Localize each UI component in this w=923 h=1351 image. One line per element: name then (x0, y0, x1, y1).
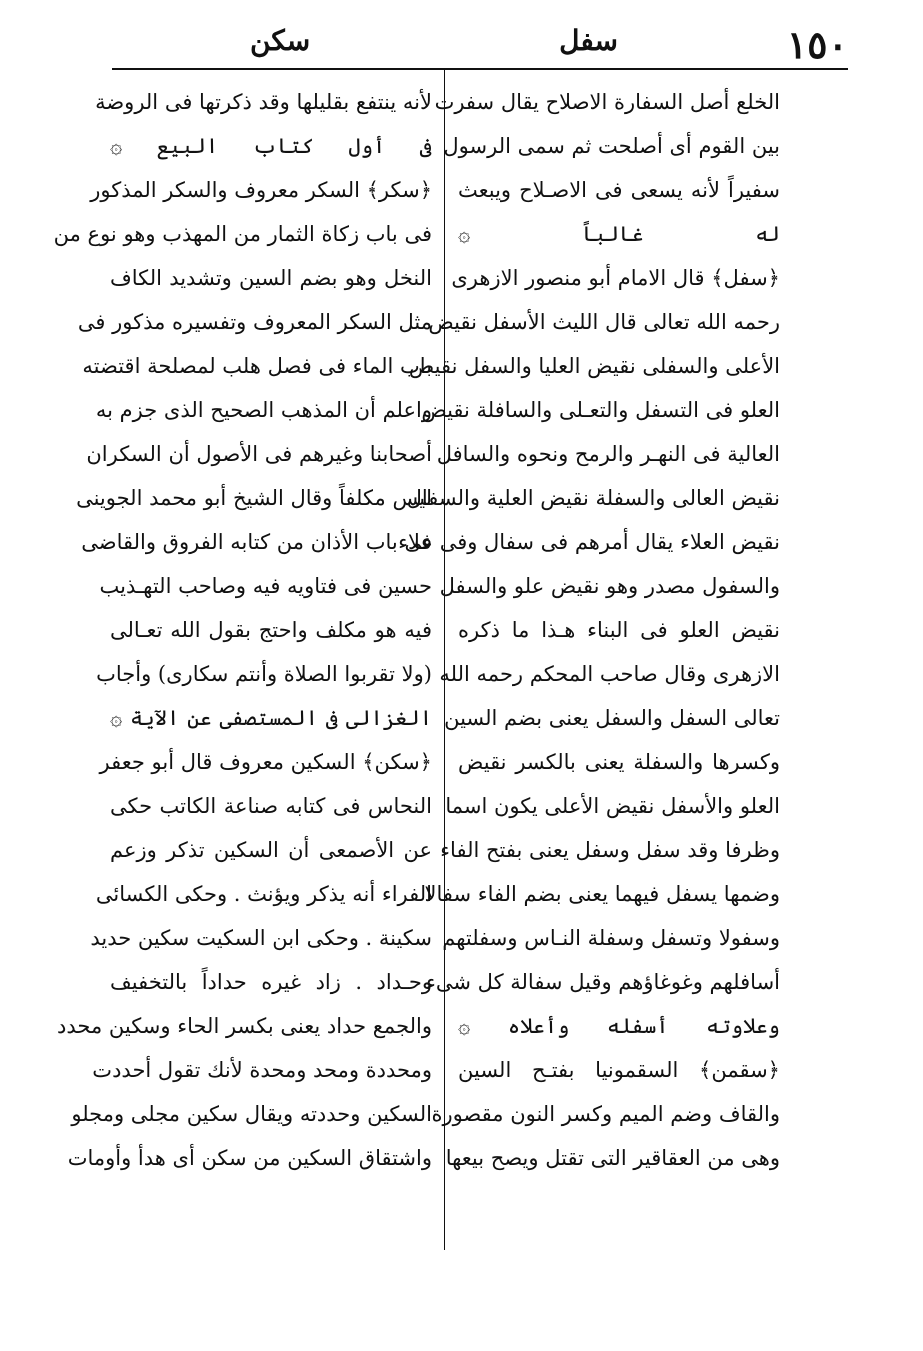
text-line: العالية فى النهـر والرمح ونحوه والسافل (436, 442, 780, 466)
left-column (53, 80, 432, 1180)
page-header (110, 22, 848, 70)
text-line: النخل وهو بضم السين وتشديد الكاف (110, 266, 432, 290)
text-line: نقيض العلاء يقال أمرهم فى سفال وفى علاء (398, 530, 780, 554)
text-line: فى أول كتاب البيع ۞ (110, 134, 432, 158)
text-line: وعلاوته أسفله وأعلاه ۞ (458, 1014, 780, 1038)
text-line: واشتقاق السكين من سكن أى هدأ وأومات (67, 1146, 432, 1170)
text-line: سفيراً لأنه يسعى فى الاصـلاح ويبعث (458, 178, 780, 202)
text-line: ليس مكلفاً وقال الشيخ أبو محمد الجوينى (76, 486, 432, 510)
text-line: له غالباً ۞ (458, 222, 780, 246)
running-head-right: سفل (559, 24, 618, 57)
text-line: الخلع أصل السفارة الاصلاح يقال سفرت (434, 90, 780, 114)
header-rule (112, 68, 848, 70)
running-head-left: سكن (250, 24, 311, 57)
text-line: النحاس فى كتابه صناعة الكاتب حكى (110, 794, 432, 818)
text-line: الغزالى فى المستصفى عن الآية ۞ (110, 706, 432, 730)
text-line: الأعلى والسفلى نقيض العليا والسفل نقيض (408, 354, 780, 378)
text-line: واعلم أن المذهب الصحيح الذى جزم به (95, 398, 432, 422)
text-line: العلو فى التسفل والتعـلى والسافلة نقيض (421, 398, 780, 422)
text-line: تعالى السفل والسفل يعنى بضم السين (444, 706, 780, 730)
text-line: أصحابنا وغيرهم فى الأصول أن السكران (86, 442, 432, 466)
text-line: الفراء أنه يذكر ويؤنث . وحكى الكسائى (95, 882, 432, 906)
text-line: وحـداد . زاد غيره حداداً بالتخفيف (110, 970, 432, 994)
text-line: (ولا تقربوا الصلاة وأنتم سكارى) وأجاب (96, 662, 432, 686)
text-line: العلو والأسفل نقيض الأعلى يكون اسما (445, 794, 780, 818)
text-line: وهى من العقاقير التى تقتل ويصح بيعها (445, 1146, 780, 1170)
text-line: الازهرى وقال صاحب المحكم رحمه الله (439, 662, 780, 686)
text-line: ﴿سكر﴾ السكر معروف والسكر المذكور (90, 178, 432, 202)
text-line: نقيض العلو فى البناء هـذا ما ذكره (458, 618, 780, 642)
text-line: وسفولا وتسفل وسفلة النـاس وسفلتهم (442, 926, 780, 950)
text-line: مثل السكر المعروف وتفسيره مذكور فى (77, 310, 432, 334)
right-column (398, 80, 780, 1180)
text-line: ﴿سقمن﴾ السقمونيا بفتـح السين (458, 1058, 780, 1082)
text-line: ﴿سفل﴾ قال الامام أبو منصور الازهرى (451, 266, 780, 290)
text-line: لأنه ينتفع بقليلها وقد ذكرتها فى الروضة (95, 90, 432, 114)
text-line: باب الماء فى فصل هلب لمصلحة اقتضته (82, 354, 432, 378)
page-number: ١٥٠ (786, 22, 848, 67)
text-line: ومحددة ومحد ومحدة لأنك تقول أحددت (92, 1058, 432, 1082)
text-line: بين القوم أى أصلحت ثم سمى الرسول (443, 134, 780, 158)
text-line: فى باب الأذان من كتابه الفروق والقاضى (81, 530, 432, 554)
text-line: والجمع حداد يعنى بكسر الحاء وسكين محدد (57, 1014, 432, 1038)
text-line: وظرفا وقد سفل وسفل يعنى بفتح الفاء (440, 838, 780, 862)
text-line: وكسرها والسفلة يعنى بالكسر نقيض (458, 750, 780, 774)
text-line: وضمها يسفل فيهما يعنى بضم الفاء سفالا (424, 882, 780, 906)
text-line: أسافلهم وغوغاؤهم وقيل سفالة كل شىء (426, 970, 780, 994)
text-line: فى باب زكاة الثمار من المهذب وهو نوع من (53, 222, 432, 246)
text-line: عن الأصمعى أن السكين تذكر وزعم (110, 838, 432, 862)
text-line: سكينة . وحكى ابن السكيت سكين حديد (90, 926, 432, 950)
text-line: والقاف وضم الميم وكسر النون مقصورة (431, 1102, 780, 1126)
text-line: ﴿سكن﴾ السكين معروف قال أبو جعفر (99, 750, 432, 774)
text-line: رحمه الله تعالى قال الليث الأسفل نقيض (428, 310, 780, 334)
text-line: حسين فى فتاويه فيه وصاحب التهـذيب (99, 574, 432, 598)
text-line: السكين وحددته ويقال سكين مجلى ومجلو (71, 1102, 432, 1126)
text-line: نقيض العالى والسفلة نقيض العلية والسفال (406, 486, 780, 510)
text-line: والسفول مصدر وهو نقيض علو والسفل (439, 574, 780, 598)
text-line: فيه هو مكلف واحتج بقول الله تعـالى (110, 618, 432, 642)
